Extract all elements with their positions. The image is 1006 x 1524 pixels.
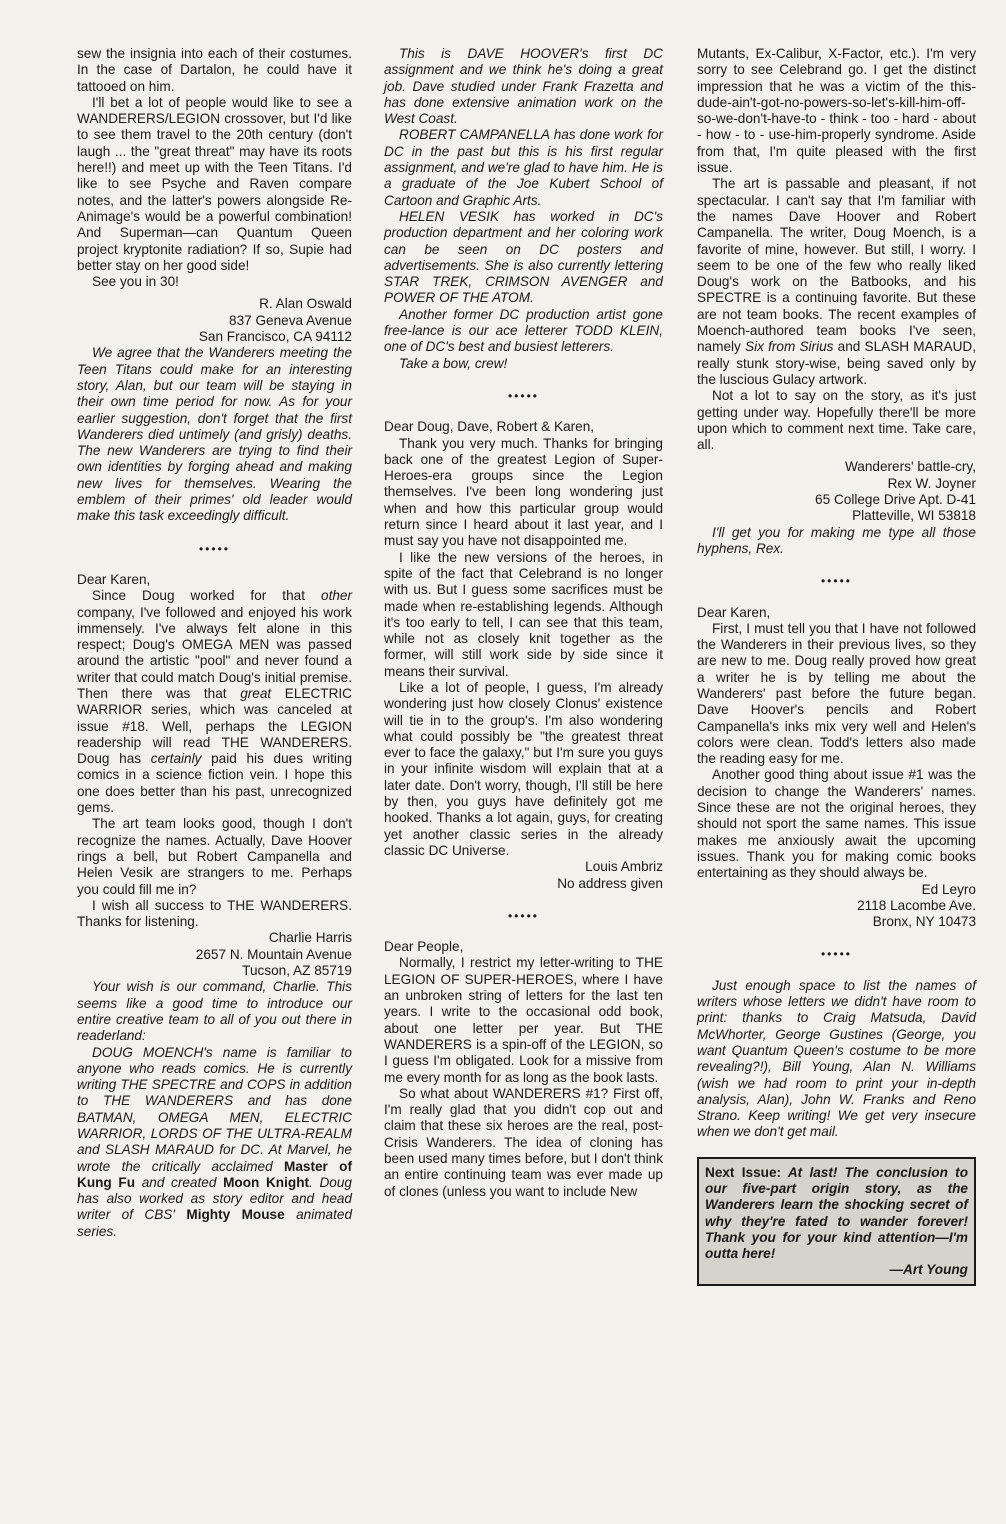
section-divider: •••••	[507, 388, 539, 403]
next-issue-box	[697, 1157, 976, 1286]
signature-address: 2118 Lacombe Ave.	[857, 897, 976, 913]
letter-paragraph: I like the new versions of the heroes, in spite of the fact that Celebrand is no longer with us. But I guess some sacrifices must be made when re-establishing legends. Although it's too early to tell, I can see that this team, while not as closely knit together as the former, will still work side by side since it means their survival.	[384, 549, 663, 679]
letter-paragraph: Not a lot to say on the story, as it's just getting under way. Hopefully there'll be more upon which to comment next time. Take care, all.	[697, 388, 976, 453]
section-divider: •••••	[820, 947, 852, 962]
signature-name: Rex W. Joyner	[887, 475, 976, 491]
editor-reply: Another former DC production artist gone free-lance is our ace letterer TODD KLEIN, one of DC's best and busiest letterers.	[384, 306, 663, 355]
signature-name: R. Alan Oswald	[259, 296, 352, 312]
letter-paragraph: See you in 30!	[92, 274, 179, 290]
column-1	[77, 46, 352, 1240]
signature-address: 65 College Drive Apt. D-41	[815, 492, 976, 508]
letter-salutation: Dear Doug, Dave, Robert & Karen,	[384, 419, 595, 435]
signature-name: Louis Ambriz	[585, 859, 663, 875]
signature-name: Charlie Harris	[268, 930, 352, 946]
signature-closing: Wanderers' battle-cry,	[844, 459, 976, 475]
column-2	[384, 46, 663, 1200]
signature-city: Tucson, AZ 85719	[242, 963, 352, 979]
letter-signature	[77, 296, 352, 345]
letter-salutation: Dear People,	[384, 939, 464, 955]
letter-paragraph: Since Doug worked for that other company, I've followed and enjoyed his work immensely. I've always felt alone in this respect; Doug's OMEGA MEN was passed around the artistic "pool" and never found a writer that could match Doug's initial premise. Then there was that great ELECTRIC WARRIOR series, which was canceled at issue #18. Well, perhaps the LEGION readership will read THE WANDERERS. Doug has certainly paid his dues writing comics in a science fiction vein. I hope this one does better than his past, unrecognized gems.	[77, 588, 353, 816]
next-issue-signature: —Art Young	[889, 1262, 968, 1278]
letter-signature	[697, 882, 976, 931]
signature-city: Bronx, NY 10473	[872, 914, 976, 930]
letter-paragraph: Mutants, Ex-Calibur, X-Factor, etc.). I'm very sorry to see Celebrand go. I get the distinct impression that he was a victim of the this-dude-ain't-got-no-powers-so-let's-kill-him-off-so-we-don't-have-to - think - too - hard - about - how - to - use-him-properly syndrome. Aside from that, I'm quite pleased with the first issue.	[697, 46, 976, 176]
letter-paragraph: I'll bet a lot of people would like to see a WANDERERS/LEGION crossover, but I'd like to see them travel to the 20th century (don't laugh ... the "great threat" may have its roots here!!) and meet up with the Teen Titans. I'd like to see Psyche and Raven compare notes, and the latter's powers alongside Re-Animage's would be a powerful combination! And Superman—can Quantum Queen project kryptonite radiation? If so, Supie had better stay on her good side!	[77, 94, 352, 273]
next-issue-text: At last! The conclusion to our five-part origin story, as the Wanderers learn the shocking secret of why they're fated to wander forever! Thank you for your kind attention—I'm outta here!	[705, 1164, 969, 1262]
editor-reply: DOUG MOENCH's name is familiar to anyone who reads comics. He is currently writing THE SPECTRE and COPS in addition to THE WANDERERS and has done BATMAN, OMEGA MEN, ELECTRIC WARRIOR, LORDS OF THE ULTRA-REALM and SLASH MARAUD for DC. At Marvel, he wrote the critically acclaimed Master of Kung Fu and created Moon Knight. Doug has also worked as story editor and head writer of CBS' Mighty Mouse animated series.	[77, 1044, 353, 1239]
letter-paragraph: First, I must tell you that I have not followed the Wanderers in their previous lives, so they are new to me. Doug really proved how great a writer he is by telling me about the Wanderers' past before the future began. Dave Hoover's pencils and Robert Campanella's inks mix very well and Helen's colors were clean. Todd's letters also made the reading easy for me.	[697, 620, 976, 767]
letter-paragraph: Like a lot of people, I guess, I'm already wondering just how closely Clonus' existence will tie in to the group's. I'm also wondering what could possibly be "the greatest threat ever to face the galaxy," but I'm sure you guys in your infinite wisdom will explain that at a later date. Don't worry, though, I'll still be here by then, you guys have definitely got me hooked. Thanks a lot again, guys, for creating yet another classic series in the already classic DC Universe.	[384, 679, 663, 858]
editor-reply: Your wish is our command, Charlie. This seems like a good time to introduce our entire creative team to all of you out there in readerland:	[77, 979, 352, 1044]
editor-reply: Take a bow, crew!	[399, 355, 508, 371]
signature-address: No address given	[557, 875, 663, 891]
letter-paragraph: Thank you very much. Thanks for bringing back one of the greatest Legion of Super-Heroes-era groups since the Legion themselves. I've been long wondering just when and how this particular group would return since I heard about it last year, and I must say you have not disappointed me.	[384, 435, 663, 549]
editor-reply: Just enough space to list the names of writers whose letters we didn't have room to print: thanks to Craig Matsuda, David McWhorter, George Gustines (George, you want Quantum Queen's costume to be more revealing?!), Bill Young, Alan N. Williams (wish we had room to print your in-depth analysis, Alan), John W. Franks and Reno Strano. Keep writing! We get very insecure when we don't get mail.	[697, 977, 976, 1140]
letter-signature	[77, 930, 352, 979]
letter-paragraph: Another good thing about issue #1 was the decision to change the Wanderers' names. Since these are not the original heroes, they should not sport the same names. This issue makes me anxiously await the upcoming issues. Thank you for making comic books entertaining as they should always be.	[697, 767, 976, 881]
signature-name: Ed Leyro	[921, 881, 976, 897]
editor-reply: HELEN VESIK has worked in DC's production department and her coloring work can be seen on DC posters and advertisements. She is also currently lettering STAR TREK, CRIMSON AVENGER and POWER OF THE ATOM.	[384, 208, 663, 306]
editor-reply: This is DAVE HOOVER's first DC assignment and we think he's doing a great job. Dave studied under Frank Frazetta and has done extensive animation work on the West Coast.	[384, 46, 663, 127]
signature-address: 837 Geneva Avenue	[229, 312, 352, 328]
letter-signature	[697, 459, 976, 524]
letter-paragraph: Normally, I restrict my letter-writing to THE LEGION OF SUPER-HEROES, where I have an unbroken string of letters for the last ten years. I write to the occasional odd book, about one letter per year. But THE WANDERERS is a spin-off of the LEGION, so I guess I'm obligated. Look for a missive from me every month for as long as the book lasts.	[384, 955, 663, 1085]
editor-reply: ROBERT CAMPANELLA has done work for DC in the past but this is his first regular assignment, and we're glad to have him. He is a graduate of the Joe Kubert School of Cartoon and Graphic Arts.	[384, 127, 663, 208]
letter-salutation: Dear Karen,	[697, 604, 771, 620]
section-divider: •••••	[507, 908, 539, 923]
letter-paragraph: The art is passable and pleasant, if not spectacular. I can't say that I'm familiar with the names Dave Hoover and Robert Campanella. The writer, Doug Moench, is a favorite of mine, however. But still, I worry. I seem to be one of the few who really liked Doug's work on the Batbooks, and his SPECTRE is a continuing favorite. But these are not team books. The recent examples of Moench-authored team books I've seen, namely Six from Sirius and SLASH MARAUD, really stunk story-wise, being saved only by the luscious Gulacy artwork.	[697, 176, 976, 387]
editor-reply: We agree that the Wanderers meeting the Teen Titans could make for an interesting story, Alan, but our team will be staying in their own time period for now. As for your earlier suggestion, don't forget that the first Wanderers died untimely (and grisly) deaths. The new Wanderers are trying to find their own identities by forging ahead and making new lives for themselves. Wearing the emblem of their primes' old leader would make this task exceedingly difficult.	[77, 345, 352, 524]
letter-paragraph: So what about WANDERERS #1? First off, I'm really glad that you didn't cop out and claim that these six heroes are the real, post-Crisis Wanderers. The idea of cloning has been used many times before, but I don't think an entire continuing team was ever made up of clones (unless you want to include New	[384, 1085, 663, 1199]
signature-city: San Francisco, CA 94112	[198, 329, 352, 345]
column-3	[697, 46, 976, 1286]
letter-paragraph: I wish all success to THE WANDERERS. Thanks for listening.	[77, 897, 352, 930]
section-divider: •••••	[820, 574, 852, 589]
editor-reply: I'll get you for making me type all those hyphens, Rex.	[697, 524, 976, 556]
signature-address: 2657 N. Mountain Avenue	[195, 946, 352, 962]
section-divider: •••••	[198, 541, 230, 556]
signature-city: Platteville, WI 53818	[852, 508, 976, 524]
letter-salutation: Dear Karen,	[77, 571, 151, 587]
letter-paragraph: The art team looks good, though I don't recognize the names. Actually, Dave Hoover rings a bell, but Robert Campanella and Helen Vesik are strangers to me. Perhaps you could fill me in?	[77, 816, 352, 897]
letter-paragraph: sew the insignia into each of their costumes. In the case of Dartalon, he could have it tattooed on him.	[77, 46, 352, 94]
letter-signature	[384, 859, 663, 892]
next-issue-label: Next Issue:	[705, 1164, 782, 1180]
